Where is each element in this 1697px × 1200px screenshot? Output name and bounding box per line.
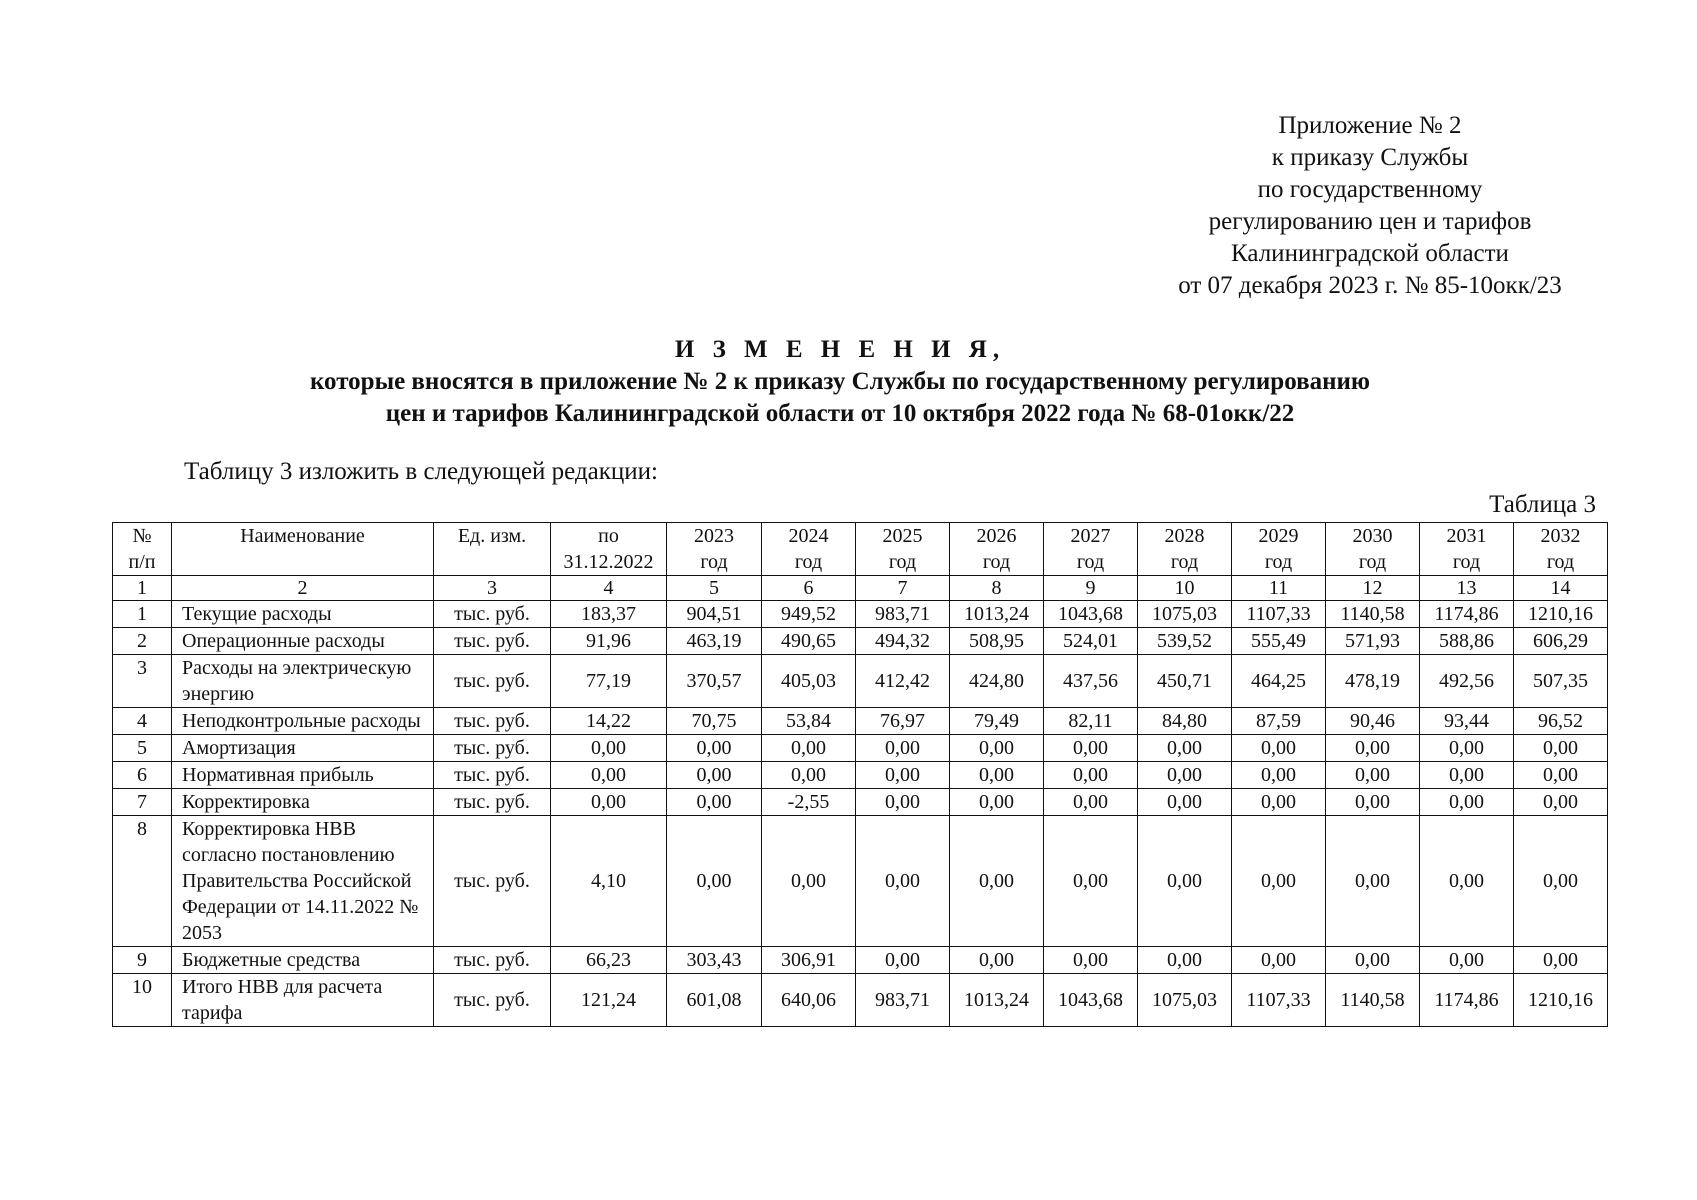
row-value: 0,00 — [551, 735, 667, 762]
row-value: 121,24 — [551, 974, 667, 1027]
column-header — [1044, 523, 1138, 576]
column-header-line: год — [1546, 551, 1575, 573]
row-value: 0,00 — [1138, 762, 1232, 789]
row-unit: тыс. руб. — [434, 628, 551, 655]
row-number: 2 — [113, 628, 172, 655]
appendix-line: от 07 декабря 2023 г. № 85-10окк/23 — [1178, 272, 1562, 299]
appendix-line: Приложение № 2 — [1278, 112, 1462, 139]
row-value: 0,00 — [856, 947, 950, 974]
row-value: 0,00 — [1420, 789, 1514, 816]
row-value: 0,00 — [1232, 789, 1326, 816]
row-value: 904,51 — [667, 601, 762, 628]
row-value: 0,00 — [1420, 735, 1514, 762]
row-value: 0,00 — [1138, 735, 1232, 762]
appendix-line: регулированию цен и тарифов — [1208, 208, 1532, 235]
row-value: 1140,58 — [1326, 601, 1420, 628]
row-number: 10 — [113, 974, 172, 1027]
row-value: 0,00 — [950, 816, 1044, 947]
row-value: 0,00 — [950, 789, 1044, 816]
row-value: 490,65 — [762, 628, 856, 655]
column-header — [1138, 523, 1232, 576]
row-value: 91,96 — [551, 628, 667, 655]
row-value: 1210,16 — [1514, 601, 1608, 628]
row-value: 4,10 — [551, 816, 667, 947]
row-number: 7 — [113, 789, 172, 816]
row-name: Операционные расходы — [172, 628, 434, 655]
row-value: 303,43 — [667, 947, 762, 974]
appendix-line: к приказу Службы — [1271, 144, 1469, 171]
column-number-row — [113, 576, 1608, 601]
table-row — [113, 628, 1608, 655]
column-header-line: по — [598, 525, 619, 547]
column-header-line: Ед. изм. — [457, 525, 527, 547]
row-value: 70,75 — [667, 708, 762, 735]
row-value: 53,84 — [762, 708, 856, 735]
row-value: 0,00 — [950, 735, 1044, 762]
row-value: 0,00 — [1326, 735, 1420, 762]
column-header — [1514, 523, 1608, 576]
column-header-line: Наименование — [240, 525, 365, 547]
row-value: 1174,86 — [1420, 974, 1514, 1027]
row-value: 0,00 — [762, 816, 856, 947]
table-row — [113, 735, 1608, 762]
column-header — [551, 523, 667, 576]
column-header-line: год — [888, 551, 917, 573]
row-number: 9 — [113, 947, 172, 974]
row-name: Неподконтрольные расходы — [172, 708, 434, 735]
column-header-line: 2024 — [788, 525, 829, 547]
row-value: 1107,33 — [1232, 974, 1326, 1027]
column-number: 1 — [113, 576, 172, 601]
row-value: 0,00 — [1420, 947, 1514, 974]
column-header-line: год — [1170, 551, 1199, 573]
row-name: Итого НВВ для расчета тарифа — [172, 974, 434, 1027]
row-value: 0,00 — [1044, 762, 1138, 789]
row-name: Расходы на электрическую энергию — [172, 655, 434, 708]
row-number: 5 — [113, 735, 172, 762]
row-value: 524,01 — [1044, 628, 1138, 655]
row-value: 507,35 — [1514, 655, 1608, 708]
row-value: 96,52 — [1514, 708, 1608, 735]
table-row — [113, 974, 1608, 1027]
row-value: 0,00 — [1514, 947, 1608, 974]
column-header-line: 31.12.2022 — [563, 551, 654, 573]
row-name: Нормативная прибыль — [172, 762, 434, 789]
header-row — [113, 523, 1608, 576]
row-value: 82,11 — [1044, 708, 1138, 735]
row-value: 405,03 — [762, 655, 856, 708]
column-number: 12 — [1326, 576, 1420, 601]
row-unit: тыс. руб. — [434, 762, 551, 789]
column-header — [1420, 523, 1514, 576]
row-value: 437,56 — [1044, 655, 1138, 708]
row-name: Бюджетные средства — [172, 947, 434, 974]
column-header-line: год — [1358, 551, 1387, 573]
row-value: 412,42 — [856, 655, 950, 708]
row-value: 90,46 — [1326, 708, 1420, 735]
row-value: 494,32 — [856, 628, 950, 655]
row-value: 450,71 — [1138, 655, 1232, 708]
row-value: 0,00 — [1420, 816, 1514, 947]
row-value: 76,97 — [856, 708, 950, 735]
row-value: 555,49 — [1232, 628, 1326, 655]
document-heading — [150, 334, 1530, 430]
row-value: 306,91 — [762, 947, 856, 974]
row-unit: тыс. руб. — [434, 789, 551, 816]
row-value: 0,00 — [667, 816, 762, 947]
column-header — [1326, 523, 1420, 576]
row-value: 87,59 — [1232, 708, 1326, 735]
column-header-line: 2023 — [694, 525, 734, 547]
row-value: 0,00 — [1420, 762, 1514, 789]
column-header-line: год — [982, 551, 1011, 573]
row-unit: тыс. руб. — [434, 947, 551, 974]
row-value: 0,00 — [1044, 947, 1138, 974]
row-value: 1043,68 — [1044, 601, 1138, 628]
appendix-line: Калининградской области — [1231, 240, 1509, 267]
row-number: 1 — [113, 601, 172, 628]
column-header-line: 2031 — [1446, 525, 1487, 547]
row-number: 4 — [113, 708, 172, 735]
row-value: 983,71 — [856, 601, 950, 628]
row-value: 0,00 — [1232, 735, 1326, 762]
row-value: 478,19 — [1326, 655, 1420, 708]
table-row — [113, 947, 1608, 974]
table-row — [113, 601, 1608, 628]
row-value: 1140,58 — [1326, 974, 1420, 1027]
row-value: 183,37 — [551, 601, 667, 628]
row-value: 606,29 — [1514, 628, 1608, 655]
row-value: 0,00 — [1326, 762, 1420, 789]
row-unit: тыс. руб. — [434, 655, 551, 708]
column-header — [667, 523, 762, 576]
row-value: 0,00 — [667, 735, 762, 762]
column-header-line: п/п — [128, 551, 156, 573]
row-name: Текущие расходы — [172, 601, 434, 628]
row-value: 84,80 — [1138, 708, 1232, 735]
column-number: 13 — [1420, 576, 1514, 601]
document-subtitle-line: которые вносятся в приложение № 2 к приказу Службы по государственному регулированию — [309, 368, 1371, 395]
column-number: 8 — [950, 576, 1044, 601]
row-value: -2,55 — [762, 789, 856, 816]
column-number: 4 — [551, 576, 667, 601]
column-number: 5 — [667, 576, 762, 601]
column-number: 9 — [1044, 576, 1138, 601]
row-value: 424,80 — [950, 655, 1044, 708]
row-value: 464,25 — [1232, 655, 1326, 708]
table-row — [113, 789, 1608, 816]
row-value: 0,00 — [1138, 947, 1232, 974]
column-header-line: год — [794, 551, 823, 573]
column-header — [950, 523, 1044, 576]
row-value: 0,00 — [1044, 789, 1138, 816]
row-value: 370,57 — [667, 655, 762, 708]
row-unit: тыс. руб. — [434, 601, 551, 628]
row-name: Корректировка НВВ согласно постановлению Правительства Российской Федерации от 14.11.2022 № 2053 — [172, 816, 434, 947]
row-value: 463,19 — [667, 628, 762, 655]
row-value: 1075,03 — [1138, 601, 1232, 628]
intro-text: Таблицу 3 изложить в следующей редакции: — [184, 458, 658, 485]
column-number: 6 — [762, 576, 856, 601]
table-row — [113, 816, 1608, 947]
table-row — [113, 762, 1608, 789]
column-number: 14 — [1514, 576, 1608, 601]
column-number: 10 — [1138, 576, 1232, 601]
column-header-line: 2028 — [1164, 525, 1205, 547]
row-value: 0,00 — [1514, 789, 1608, 816]
row-name: Амортизация — [172, 735, 434, 762]
table-header — [113, 523, 1608, 601]
row-value: 0,00 — [1326, 816, 1420, 947]
row-unit: тыс. руб. — [434, 816, 551, 947]
column-header — [172, 523, 434, 576]
column-header-line: год — [1264, 551, 1293, 573]
column-header — [1232, 523, 1326, 576]
row-value: 1013,24 — [950, 974, 1044, 1027]
row-value: 508,95 — [950, 628, 1044, 655]
row-value: 1210,16 — [1514, 974, 1608, 1027]
row-value: 640,06 — [762, 974, 856, 1027]
table-row — [113, 708, 1608, 735]
column-header-line: год — [700, 551, 728, 573]
column-header-line: 2032 — [1540, 525, 1581, 547]
column-header-line: 2026 — [976, 525, 1017, 547]
row-value: 949,52 — [762, 601, 856, 628]
row-value: 0,00 — [1514, 735, 1608, 762]
row-name: Корректировка — [172, 789, 434, 816]
row-value: 0,00 — [551, 762, 667, 789]
row-value: 0,00 — [667, 762, 762, 789]
row-value: 539,52 — [1138, 628, 1232, 655]
row-value: 14,22 — [551, 708, 667, 735]
row-unit: тыс. руб. — [434, 735, 551, 762]
row-number: 3 — [113, 655, 172, 708]
row-value: 77,19 — [551, 655, 667, 708]
row-value: 0,00 — [1044, 735, 1138, 762]
column-number: 11 — [1232, 576, 1326, 601]
row-value: 0,00 — [1232, 947, 1326, 974]
row-value: 79,49 — [950, 708, 1044, 735]
row-value: 0,00 — [1514, 816, 1608, 947]
document-title: И З М Е Н Е Н И Я, — [674, 336, 1006, 363]
column-header — [856, 523, 950, 576]
row-value: 0,00 — [1044, 816, 1138, 947]
column-header-line: 2030 — [1352, 525, 1393, 547]
row-number: 6 — [113, 762, 172, 789]
row-value: 0,00 — [1326, 789, 1420, 816]
row-value: 1107,33 — [1232, 601, 1326, 628]
document-subtitle-line: цен и тарифов Калининградской области от 10 октября 2022 года № 68-01окк/22 — [385, 400, 1295, 427]
row-value: 601,08 — [667, 974, 762, 1027]
row-value: 1075,03 — [1138, 974, 1232, 1027]
row-value: 0,00 — [1232, 816, 1326, 947]
row-value: 0,00 — [856, 762, 950, 789]
column-header-line: год — [1076, 551, 1105, 573]
column-header-line: 2025 — [882, 525, 923, 547]
table-row — [113, 655, 1608, 708]
column-header-line: 2027 — [1070, 525, 1111, 547]
row-value: 1013,24 — [950, 601, 1044, 628]
table-caption: Таблица 3 — [1489, 491, 1596, 518]
row-value: 0,00 — [1138, 816, 1232, 947]
column-header-line: № — [132, 525, 152, 547]
row-number: 8 — [113, 816, 172, 947]
row-value: 0,00 — [950, 947, 1044, 974]
table-body — [113, 601, 1608, 1027]
row-value: 571,93 — [1326, 628, 1420, 655]
row-unit: тыс. руб. — [434, 708, 551, 735]
row-value: 0,00 — [856, 789, 950, 816]
column-header-line: 2029 — [1258, 525, 1299, 547]
appendix-line: по государственному — [1257, 176, 1483, 203]
row-value: 93,44 — [1420, 708, 1514, 735]
column-header — [113, 523, 172, 576]
row-value: 983,71 — [856, 974, 950, 1027]
row-value: 0,00 — [1138, 789, 1232, 816]
row-unit: тыс. руб. — [434, 974, 551, 1027]
column-header — [434, 523, 551, 576]
column-number: 2 — [172, 576, 434, 601]
appendix-block — [1120, 110, 1620, 302]
column-header — [762, 523, 856, 576]
row-value: 588,86 — [1420, 628, 1514, 655]
row-value: 0,00 — [762, 735, 856, 762]
row-value: 0,00 — [856, 816, 950, 947]
row-value: 0,00 — [950, 762, 1044, 789]
column-number: 3 — [434, 576, 551, 601]
column-number: 7 — [856, 576, 950, 601]
row-value: 0,00 — [1514, 762, 1608, 789]
column-header-line: год — [1452, 551, 1481, 573]
data-table — [112, 522, 1608, 1027]
row-value: 1043,68 — [1044, 974, 1138, 1027]
row-value: 66,23 — [551, 947, 667, 974]
row-value: 0,00 — [1326, 947, 1420, 974]
row-value: 0,00 — [551, 789, 667, 816]
row-value: 0,00 — [1232, 762, 1326, 789]
row-value: 0,00 — [667, 789, 762, 816]
row-value: 1174,86 — [1420, 601, 1514, 628]
row-value: 0,00 — [762, 762, 856, 789]
row-value: 492,56 — [1420, 655, 1514, 708]
row-value: 0,00 — [856, 735, 950, 762]
